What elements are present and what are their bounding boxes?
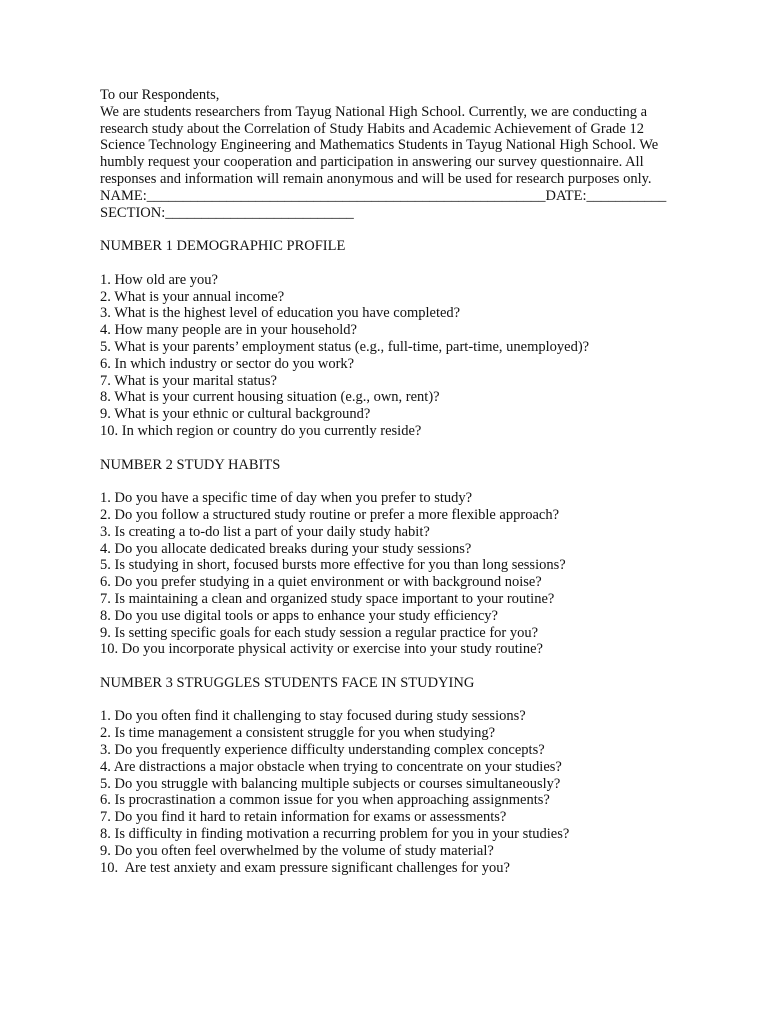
salutation: To our Respondents, bbox=[100, 87, 220, 103]
question-item: 3. Is creating a to-do list a part of your daily study habit? bbox=[100, 523, 430, 540]
question-item: 9. Is setting specific goals for each study session a regular practice for you? bbox=[100, 624, 539, 641]
question-item: 5. Is studying in short, focused bursts more effective for you than long sessions? bbox=[100, 557, 566, 574]
question-item: 3. What is the highest level of education you have completed? bbox=[100, 305, 461, 322]
question-item: 9. What is your ethnic or cultural background? bbox=[100, 406, 371, 423]
question-item: 7. Is maintaining a clean and organized study space important to your routine? bbox=[100, 590, 555, 607]
question-item: 10. In which region or country do you currently reside? bbox=[100, 422, 422, 439]
section-field: SECTION:__________________________ bbox=[100, 204, 354, 221]
question-item: 2. Do you follow a structured study routine or prefer a more flexible approach? bbox=[100, 506, 560, 523]
question-item: 8. What is your current housing situation (e.g., own, rent)? bbox=[100, 389, 440, 406]
question-item: 6. In which industry or sector do you work? bbox=[100, 355, 355, 372]
question-item: 1. How old are you? bbox=[100, 271, 218, 288]
spacer bbox=[100, 692, 675, 709]
spacer bbox=[100, 221, 675, 238]
question-item: 3. Do you frequently experience difficulty understanding complex concepts? bbox=[100, 742, 545, 759]
struggles-question-list bbox=[100, 708, 675, 876]
name-date-field: NAME:_______________________________________________________DATE:___________ bbox=[100, 187, 667, 204]
question-item: 4. Are distractions a major obstacle when trying to concentrate on your studies? bbox=[100, 758, 562, 775]
question-item: 7. Do you find it hard to retain information for exams or assessments? bbox=[100, 809, 507, 826]
study-habits-question-list bbox=[100, 490, 675, 658]
question-item: 9. Do you often feel overwhelmed by the volume of study material? bbox=[100, 842, 494, 859]
question-item: 5. Do you struggle with balancing multiple subjects or courses simultaneously? bbox=[100, 775, 561, 792]
question-item: 4. How many people are in your household? bbox=[100, 322, 357, 339]
spacer bbox=[100, 440, 675, 457]
section-heading-struggles: NUMBER 3 STRUGGLES STUDENTS FACE IN STUDYING bbox=[100, 674, 475, 691]
question-item: 2. Is time management a consistent struggle for you when studying? bbox=[100, 725, 496, 742]
question-item: 4. Do you allocate dedicated breaks during your study sessions? bbox=[100, 540, 472, 557]
question-item: 1. Do you have a specific time of day when you prefer to study? bbox=[100, 490, 473, 507]
demographic-question-list bbox=[100, 272, 675, 440]
spacer bbox=[100, 658, 675, 675]
question-item: 10. Do you incorporate physical activity or exercise into your study routine? bbox=[100, 641, 543, 658]
question-item: 2. What is your annual income? bbox=[100, 288, 285, 305]
question-item: 7. What is your marital status? bbox=[100, 372, 277, 389]
spacer bbox=[100, 473, 675, 490]
question-item: 10. Are test anxiety and exam pressure significant challenges for you? bbox=[100, 859, 510, 876]
question-item: 8. Do you use digital tools or apps to enhance your study efficiency? bbox=[100, 607, 498, 624]
question-item: 1. Do you often find it challenging to stay focused during study sessions? bbox=[100, 708, 526, 725]
question-item: 6. Is procrastination a common issue for you when approaching assignments? bbox=[100, 792, 550, 809]
section-heading-demographic: NUMBER 1 DEMOGRAPHIC PROFILE bbox=[100, 238, 346, 255]
section-heading-study-habits: NUMBER 2 STUDY HABITS bbox=[100, 456, 281, 473]
intro-paragraph: We are students researchers from Tayug National High School. Currently, we are conducting a research study about the Correlation of Study Habits and Academic Achievement of Grade 12 Science Technology Engineering and Mathematics Students in Tayug National High School. We humbly request your cooperation and participation in answering our survey questionnaire. All responses and information will remain anonymous and will be used for research purposes only. bbox=[100, 103, 659, 187]
question-item: 6. Do you prefer studying in a quiet environment or with background noise? bbox=[100, 574, 542, 591]
question-item: 8. Is difficulty in finding motivation a recurring problem for you in your studies? bbox=[100, 826, 570, 843]
questionnaire-document bbox=[100, 87, 675, 876]
question-item: 5. What is your parents’ employment status (e.g., full-time, part-time, unemployed)? bbox=[100, 338, 590, 355]
spacer bbox=[100, 255, 675, 272]
